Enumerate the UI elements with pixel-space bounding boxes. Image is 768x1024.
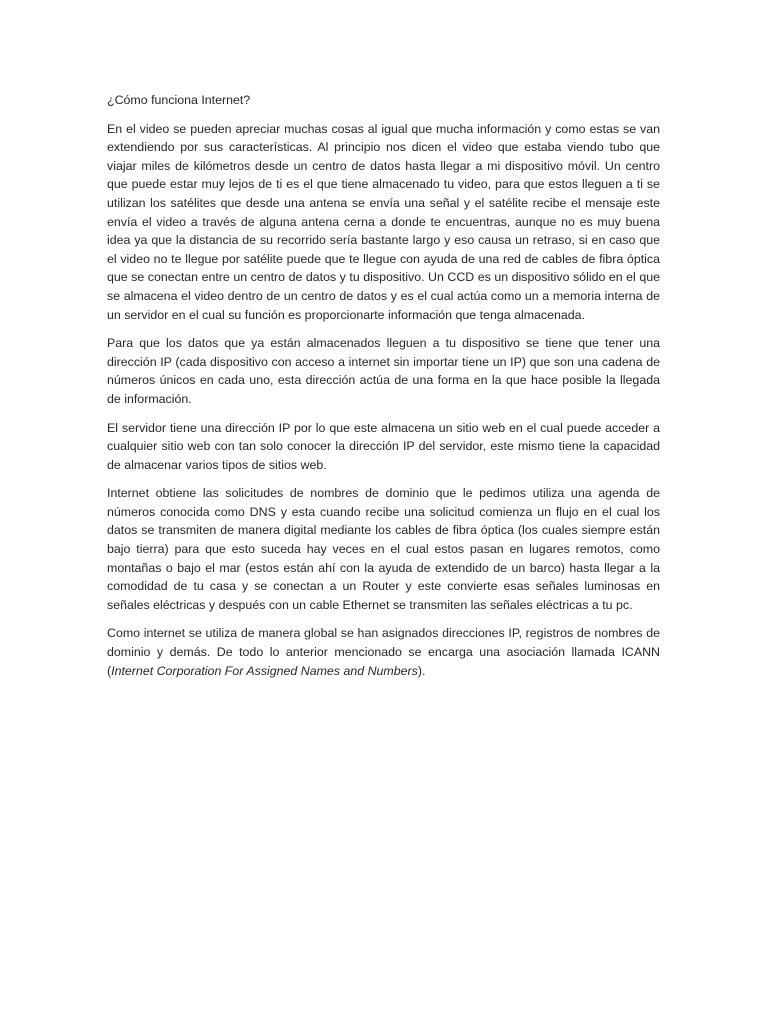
paragraph-5 — [107, 624, 660, 680]
paragraph-1: En el video se pueden apreciar muchas cosas al igual que mucha información y como estas se van extendiendo por sus características. Al principio nos dicen el video que estaba viendo tubo que viajar miles de kilómetros desde un centro de datos hasta llegar a mi dispositivo móvil. Un centro que puede estar muy lejos de ti es el que tiene almacenado tu video, para que estos lleguen a ti se utilizan los satélites que desde una antena se envía una señal y el satélite recibe el mensaje este envía el video a través de alguna antena cerna a donde te encuentras, aunque no es muy buena idea ya que la distancia de su recorrido sería bastante largo y eso causa un retraso, si en caso que el video no te llegue por satélite puede que te llegue con ayuda de una red de cables de fibra óptica que se conectan entre un centro de datos y tu dispositivo. Un CCD es un dispositivo sólido en el que se almacena el video dentro de un centro de datos y es el cual actúa como un a memoria interna de un servidor en el cual su función es proporcionarte información que tenga almacenada. — [107, 121, 660, 322]
paragraph-5-italic-name: Internet Corporation For Assigned Names and Numbers — [111, 663, 418, 678]
paragraph-5-text-after: ). — [417, 663, 426, 678]
paragraph-2: Para que los datos que ya están almacenados lleguen a tu dispositivo se tiene que tener una dirección IP (cada dispositivo con acceso a internet sin importar tiene un IP) que son una cadena de números únicos en cada uno, esta dirección actúa de una forma en la que hace posible la llegada de información. — [107, 336, 660, 406]
document-body — [107, 91, 660, 690]
document-title: ¿Cómo funciona Internet? — [107, 93, 251, 107]
paragraph-4: Internet obtiene las solicitudes de nombres de dominio que le pedimos utiliza una agenda de números conocida como DNS y esta cuando recibe una solicitud comienza un flujo en el cual los datos se transmiten de manera digital mediante los cables de fibra óptica (los cuales siempre están bajo tierra) para que esto suceda hay veces en el cual estos pasan en lugares remotos, como montañas o bajo el mar (estos están ahí con la ayuda de extendido de un barco) hasta llegar a la comodidad de tu casa y se conectan a un Router y este convierte esas señales luminosas en señales eléctricas y después con un cable Ethernet se transmiten las señales eléctricas a tu pc. — [107, 486, 660, 612]
paragraph-5-text-before: Como internet se utiliza de manera global se han asignados direcciones IP, registros de nombres de dominio y demás. De todo lo anterior mencionado se encarga una asociación llamada ICANN ( — [107, 626, 660, 678]
paragraph-3: El servidor tiene una dirección IP por lo que este almacena un sitio web en el cual puede acceder a cualquier sitio web con tan solo conocer la dirección IP del servidor, este mismo tiene la capacidad de almacenar varios tipos de sitios web. — [107, 420, 660, 472]
